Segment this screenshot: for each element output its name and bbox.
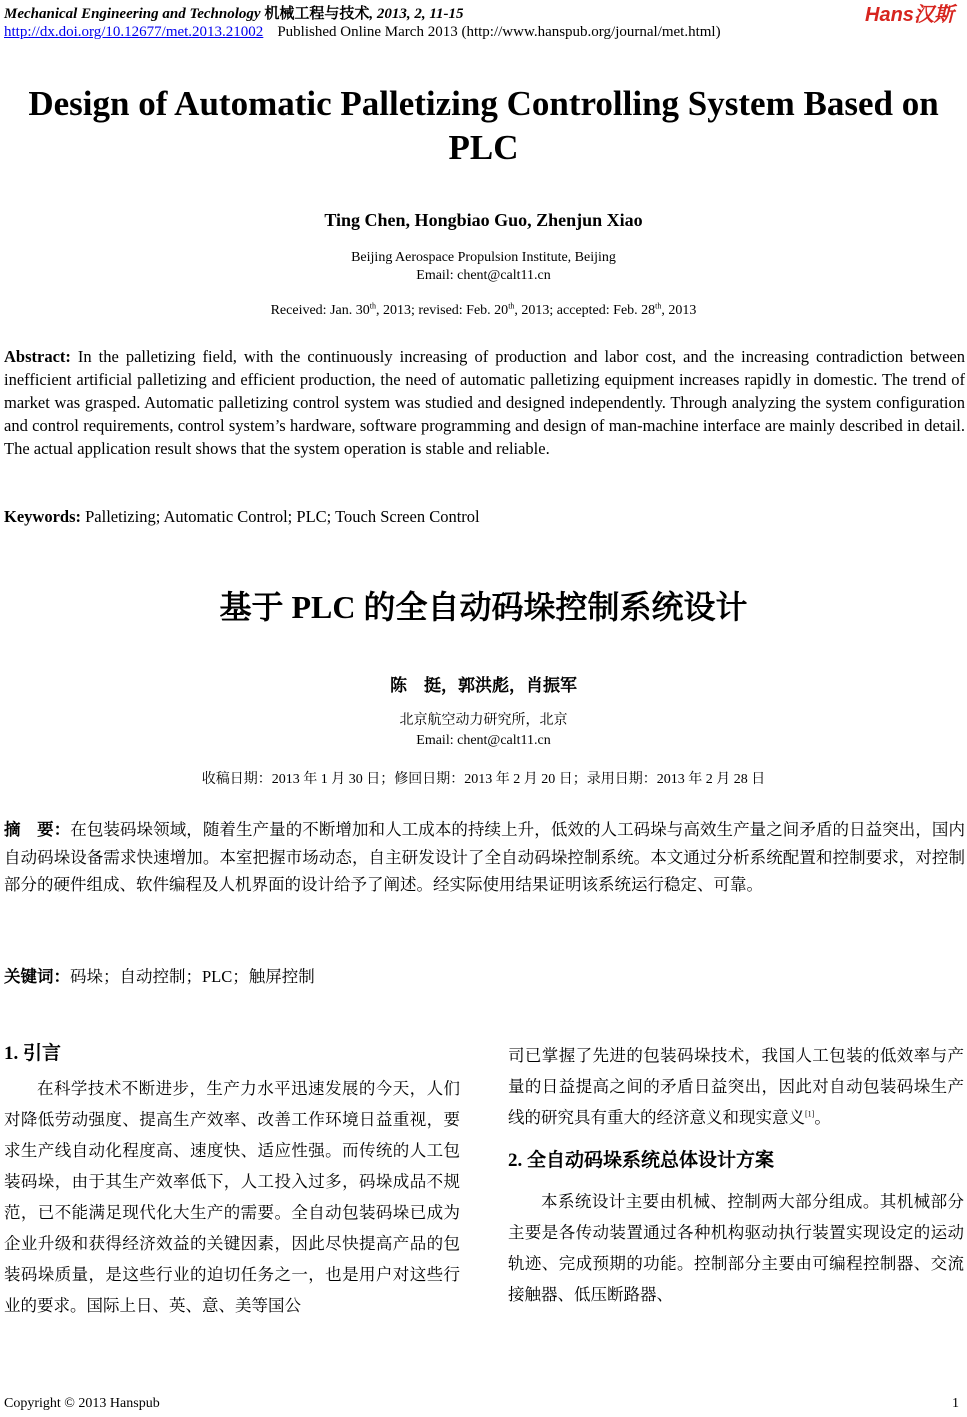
keywords-cn — [4, 963, 315, 987]
abstract-cn — [4, 816, 965, 899]
copyright: Copyright © 2013 Hanspub — [4, 1396, 160, 1411]
accepted-date: , 2013; accepted: Feb. 28 — [514, 303, 656, 318]
journal-name-en: Mechanical Engineering and Technology — [4, 6, 261, 22]
doi-link[interactable]: http://dx.doi.org/10.12677/met.2013.21002 — [4, 24, 264, 40]
email-cn: Email: chent@calt11.cn — [416, 733, 551, 748]
section-2-heading: 2. 全自动码垛系统总体设计方案 — [508, 1150, 775, 1171]
journal-issue: , 2013, 2, 11-15 — [369, 6, 464, 22]
hans-logo-icon — [865, 1, 963, 25]
hans-logo — [865, 1, 963, 25]
received-date: Received: Jan. 30 — [270, 303, 370, 318]
left-column — [4, 1038, 460, 1321]
received-sup: th — [369, 301, 376, 311]
citation-ref: [1] — [805, 1109, 815, 1119]
right-column — [508, 1040, 964, 1310]
section-1-heading: 1. 引言 — [4, 1043, 62, 1064]
abstract-cn-label: 摘 要： — [4, 820, 71, 839]
dates-cn: 收稿日期：2013 年 1 月 30 日；修回日期：2013 年 2 月 20 日；录用日期：2013 年 2 月 28 日 — [201, 772, 766, 787]
accepted-sup: th — [655, 301, 662, 311]
section-2-paragraph: 本系统设计主要由机械、控制两大部分组成。其机械部分主要是各传动装置通过各种机构驱动执行装置实现设定的运动轨迹、完成预期的功能。控制部分主要由可编程控制器、交流接触器、低压断路器、 — [508, 1192, 964, 1304]
keywords-en — [4, 507, 480, 527]
abstract-cn-text: 在包装码垛领域，随着生产量的不断增加和人工成本的持续上升，低效的人工码垛与高效生产量之间矛盾的日益突出，国内自动码垛设备需求快速增加。本室把握市场动态，自主研发设计了全自动码垛控制系统。本文通过分析系统配置和控制要求，对控制部分的硬件组成、软件编程及人机界面的设计给予了阐述。经实际使用结果证明该系统运行稳定、可靠。 — [4, 820, 966, 894]
keywords-cn-label: 关键词： — [4, 967, 70, 986]
abstract-text: In the palletizing field, with the continuously increasing of production and labor cost, and the increasing contradiction between inefficient artificial palletizing and efficient production, the need of automatic palletizing equipment increases rapidly in domestic. The trend of market was grasped. Automatic palletizing control system was studied and designed independently. Through analyzing the system configuration and control requirements, control system’s hardware, software programming and design of man-machine interface are mainly described in detail. The actual application result shows that the system operation is stable and reliable. — [4, 347, 965, 458]
doi-line — [4, 24, 721, 41]
section-1-paragraph: 在科学技术不断进步，生产力水平迅速发展的今天，人们对降低劳动强度、提高生产效率、改善工作环境日益重视，要求生产线自动化程度高、速度快、适应性强。而传统的人工包装码垛，由于其生产效率低下，人工投入过多，码垛成品不规范，已不能满足现代化大生产的需要。全自动包装码垛已成为企业升级和获得经济效益的关键因素，因此尽快提高产品的包装码垛质量，是这些行业的迫切任务之一，也是用户对这些行业的要求。国际上日、英、意、美等国公 — [4, 1079, 460, 1315]
keywords-cn-text: 码垛；自动控制；PLC；触屏控制 — [70, 967, 315, 986]
dates-en — [0, 303, 967, 319]
authors-cn: 陈 挺，郭洪彪，肖振军 — [390, 676, 577, 695]
keywords-label: Keywords: — [4, 507, 81, 526]
page-number: 1 — [952, 1396, 959, 1411]
affiliation-cn: 北京航空动力研究所，北京 — [399, 713, 568, 728]
abstract-label: Abstract: — [4, 347, 71, 366]
abstract-en — [4, 345, 965, 460]
paper-title-en: Design of Automatic Palletizing Controlling System Based on PLC — [28, 84, 939, 167]
keywords-text: Palletizing; Automatic Control; PLC; Touch Screen Control — [81, 507, 480, 526]
continued-end: 。 — [814, 1108, 831, 1127]
continued-text: 司已掌握了先进的包装码垛技术，我国人工包装的低效率与产量的日益提高之间的矛盾日益突出，因此对自动包装码垛生产线的研究具有重大的经济意义和现实意义 — [508, 1046, 964, 1127]
paper-title-cn: 基于 PLC 的全自动码垛控制系统设计 — [219, 589, 748, 625]
affiliation-en: Beijing Aerospace Propulsion Institute, Beijing — [351, 250, 616, 265]
revised-date: , 2013; revised: Feb. 20 — [375, 303, 509, 318]
journal-header — [4, 2, 464, 23]
authors-en: Ting Chen, Hongbiao Guo, Zhenjun Xiao — [324, 210, 643, 230]
continued-paragraph — [508, 1040, 964, 1133]
svg-text:Hans汉斯: Hans汉斯 — [865, 4, 954, 25]
published-online: Published Online March 2013 (http://www.hanspub.org/journal/met.html) — [277, 24, 721, 40]
dates-end: , 2013 — [661, 303, 697, 318]
email-en: Email: chent@calt11.cn — [416, 268, 551, 283]
revised-sup: th — [508, 301, 515, 311]
journal-name-cn: 机械工程与技术 — [264, 6, 370, 22]
